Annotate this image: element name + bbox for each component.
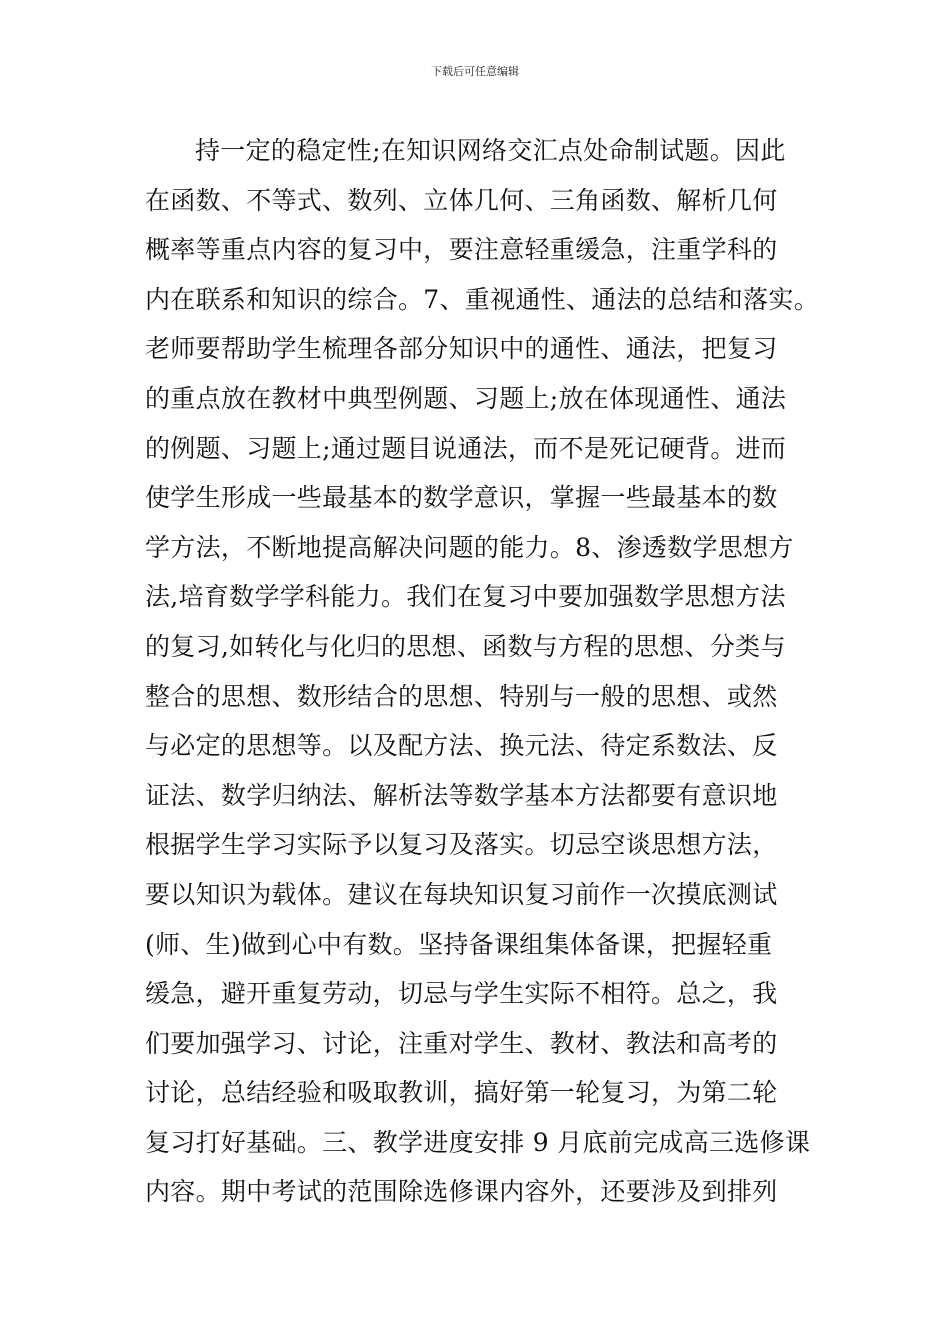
paragraph-line: 内在联系和知识的综合。7、重视通性、通法的总结和落实。 bbox=[145, 284, 820, 314]
paragraph-line: 老师要帮助学生梳理各部分知识中的通性、通法，把复习 bbox=[145, 334, 778, 364]
paragraph-line: 要以知识为载体。建议在每块知识复习前作一次摸底测试 bbox=[145, 879, 778, 909]
paragraph-line: 使学生形成一些最基本的数学意识，掌握一些最基本的数 bbox=[145, 483, 778, 513]
paragraph-line: 们要加强学习、讨论，注重对学生、教材、教法和高考的 bbox=[145, 1028, 778, 1058]
paragraph-line: 法,培育数学学科能力。我们在复习中要加强数学思想方法 bbox=[145, 582, 786, 612]
paragraph-line: 内容。期中考试的范围除选修课内容外，还要涉及到排列 bbox=[145, 1177, 778, 1207]
paragraph-line: 证法、数学归纳法、解析法等数学基本方法都要有意识地 bbox=[145, 780, 778, 810]
paragraph-line: 讨论，总结经验和吸取教训，搞好第一轮复习，为第二轮 bbox=[145, 1078, 778, 1108]
paragraph-line: 的例题、习题上;通过题目说通法，而不是死记硬背。进而 bbox=[145, 433, 787, 463]
paragraph-line: 缓急，避开重复劳动，切忌与学生实际不相符。总之，我 bbox=[145, 979, 778, 1009]
paragraph-line: 整合的思想、数形结合的思想、特别与一般的思想、或然 bbox=[145, 681, 778, 711]
paragraph-line: 学方法，不断地提高解决问题的能力。8、渗透数学思想方 bbox=[145, 532, 794, 562]
paragraph-line: (师、生)做到心中有数。坚持备课组集体备课，把握轻重 bbox=[145, 929, 773, 959]
paragraph-line: 根据学生学习实际予以复习及落实。切忌空谈思想方法， bbox=[145, 830, 778, 860]
paragraph-line: 与必定的思想等。以及配方法、换元法、待定系数法、反 bbox=[145, 731, 778, 761]
document-body bbox=[145, 126, 825, 1217]
paragraph-line: 持一定的稳定性;在知识网络交汇点处命制试题。因此 bbox=[195, 136, 786, 165]
paragraph-line: 在函数、不等式、数列、立体几何、三角函数、解析几何 bbox=[145, 185, 778, 215]
page-header: 下载后可任意编辑 bbox=[431, 65, 519, 78]
paragraph-line: 复习打好基础。三、教学进度安排 9 月底前完成高三选修课 bbox=[145, 1127, 811, 1157]
paragraph-line: 的重点放在教材中典型例题、习题上;放在体现通性、通法 bbox=[145, 383, 787, 413]
paragraph-line: 的复习,如转化与化归的思想、函数与方程的思想、分类与 bbox=[145, 631, 786, 661]
paragraph-line: 概率等重点内容的复习中，要注意轻重缓急，注重学科的 bbox=[145, 235, 778, 265]
